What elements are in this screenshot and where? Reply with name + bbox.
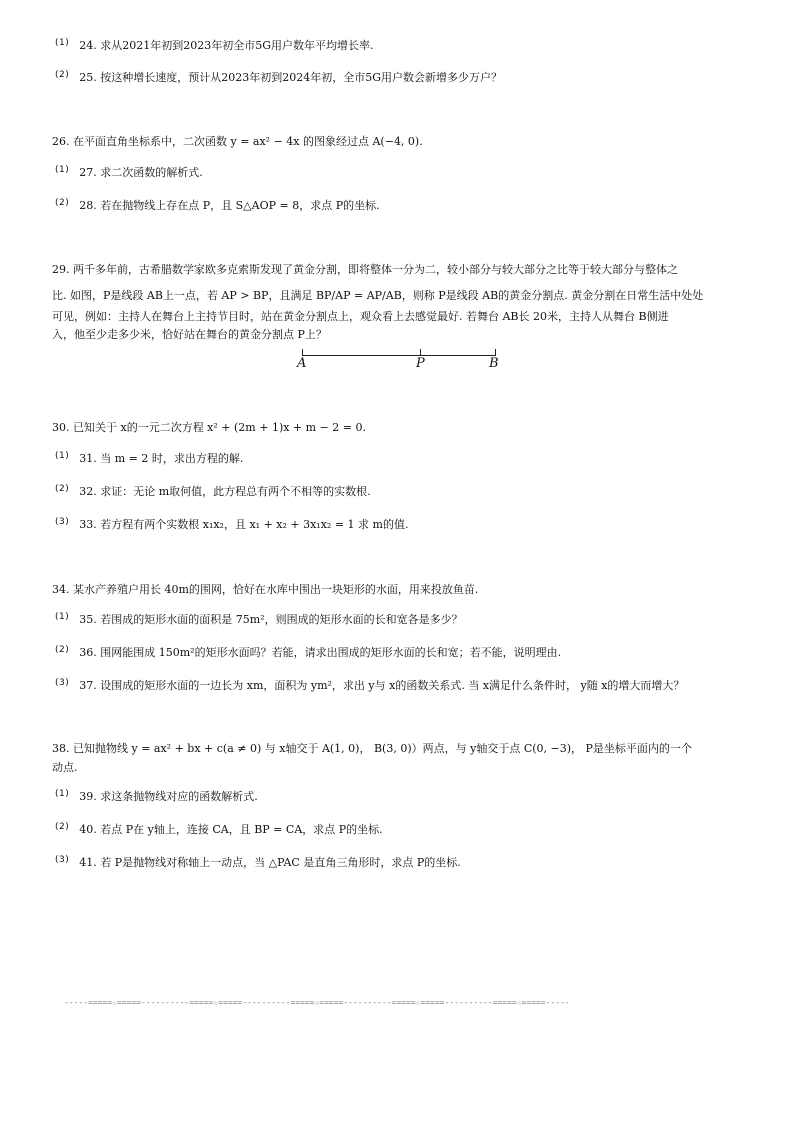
question-text: 25. 按这种增长速度，预计从2023年初到2024年初，全市5G用户数会新增多少万户？	[79, 71, 503, 84]
question-text: 33. 若方程有两个实数根 x₁x₂，且 x₁ + x₂ + 3x₁x₂ = 1 求 m的值.	[79, 518, 409, 531]
question-text: 36. 围网能围成 150m²的矩形水面吗？若能，请求出围成的矩形水面的长和宽；若不能，说明理由.	[79, 646, 562, 659]
question-36	[55, 645, 561, 662]
question-32	[55, 484, 371, 501]
sub-marker: (3)	[55, 678, 70, 688]
question-text: 24. 求从2021年初到2023年初全市5G用户数年平均增长率.	[79, 39, 374, 52]
question-text: 27. 求二次函数的解析式.	[79, 166, 203, 179]
sub-marker: (2)	[55, 484, 70, 494]
question-37	[55, 678, 684, 695]
question-text: 39. 求这条抛物线对应的函数解析式.	[79, 790, 258, 803]
question-27	[55, 165, 203, 182]
question-35	[55, 612, 463, 629]
label-a: A	[297, 356, 307, 371]
question-text: 40. 若点 P在 y轴上，连接 CA，且 BP = CA，求点 P的坐标.	[79, 823, 383, 836]
question-28	[55, 198, 380, 215]
sub-marker: (2)	[55, 822, 70, 832]
sub-marker: (1)	[55, 789, 70, 799]
question-29-line-1: 29. 两千多年前，古希腊数学家欧多克索斯发现了黄金分割，即将整体一分为二，较小部分与较大部分之比等于较大部分与整体之	[52, 263, 678, 276]
question-text: 32. 求证：无论 m取何值，此方程总有两个不相等的实数根.	[79, 485, 371, 498]
question-41	[55, 855, 461, 872]
question-34-stem: 34. 某水产养殖户用长 40m的围网，恰好在水库中围出一块矩形的水面，用来投放鱼苗.	[52, 583, 479, 596]
question-29-line-3: 可见，例如：主持人在舞台上主持节目时，站在黄金分割点上，观众看上去感觉最好. 若舞台 AB长 20米，主持人从舞台 B侧进	[52, 310, 669, 323]
point-p-tick	[420, 349, 421, 355]
question-39	[55, 789, 258, 806]
question-33	[55, 517, 408, 534]
sub-marker: (1)	[55, 38, 70, 48]
question-25	[55, 70, 502, 87]
question-38-line-2: 动点.	[52, 761, 78, 774]
question-26-stem: 26. 在平面直角坐标系中，二次函数 y = ax² − 4x 的图象经过点 A(−4, 0).	[52, 135, 423, 148]
question-text: 28. 若在抛物线上存在点 P，且 S△AOP = 8，求点 P的坐标.	[79, 199, 380, 212]
label-p: P	[416, 356, 425, 371]
label-b: B	[489, 356, 499, 371]
sub-marker: (2)	[55, 645, 70, 655]
question-38-line-1: 38. 已知抛物线 y = ax² + bx + c(a ≠ 0) 与 x轴交于 A(1, 0)， B(3, 0)）两点，与 y轴交于点 C(0, −3)， P是坐标平面内的一个	[52, 742, 692, 755]
question-text: 35. 若围成的矩形水面的面积是 75m²，则围成的矩形水面的长和宽各是多少？	[79, 613, 463, 626]
question-text: 41. 若 P是抛物线对称轴上一动点，当 △PAC 是直角三角形时，求点 P的坐标.	[79, 856, 461, 869]
question-text: 37. 设围成的矩形水面的一边长为 xm，面积为 ym²，求出 y与 x的函数关系式. 当 x满足什么条件时， y随 x的增大而增大？	[79, 679, 685, 692]
sub-marker: (1)	[55, 451, 70, 461]
sub-marker: (2)	[55, 198, 70, 208]
question-text: 31. 当 m = 2 时，求出方程的解.	[79, 452, 244, 465]
question-29-line-4: 入，他至少走多少米，恰好站在舞台的黄金分割点 P上？	[52, 328, 327, 341]
question-30-stem: 30. 已知关于 x的一元二次方程 x² + (2m + 1)x + m − 2 = 0.	[52, 421, 366, 434]
sub-marker: (2)	[55, 70, 70, 80]
question-29-line-2: 比. 如图，P是线段 AB上一点，若 AP > BP，且满足 BP/AP = AP/AB，则称 P是线段 AB的黄金分割点. 黄金分割在日常生活中处处	[52, 289, 704, 302]
question-24	[55, 38, 374, 55]
sub-marker: (3)	[55, 855, 70, 865]
question-40	[55, 822, 383, 839]
page-divider: -----=====☆=====----------=====☆=====----------=====☆=====----------=====☆=====----------=====☆=====-----	[64, 998, 570, 1007]
question-31	[55, 451, 243, 468]
sub-marker: (1)	[55, 612, 70, 622]
segment-ab	[302, 349, 496, 356]
sub-marker: (3)	[55, 517, 70, 527]
sub-marker: (1)	[55, 165, 70, 175]
